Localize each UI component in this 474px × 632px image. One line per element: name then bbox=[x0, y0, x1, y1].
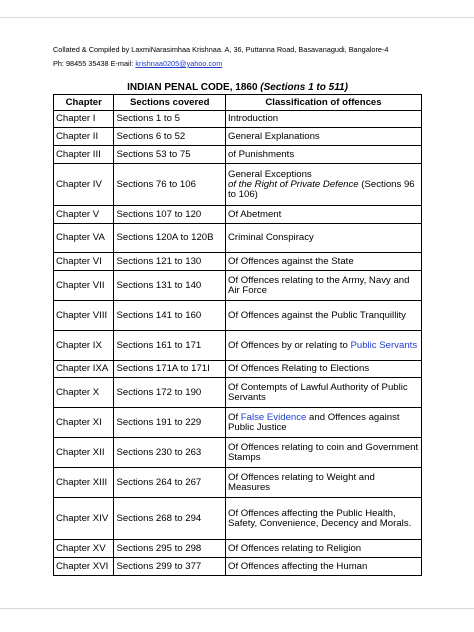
table-row bbox=[54, 253, 422, 271]
header-sections: Sections covered bbox=[114, 95, 226, 111]
sections-cell: Sections 299 to 377 bbox=[114, 558, 226, 576]
chapter-cell: Chapter VII bbox=[54, 271, 114, 301]
table-row bbox=[54, 378, 422, 408]
classification-cell: of Punishments bbox=[225, 146, 421, 164]
title-sections: (Sections 1 to 511) bbox=[260, 82, 348, 93]
classification-cell: Of Offences relating to the Army, Navy and Air Force bbox=[225, 271, 421, 301]
chapter-cell: Chapter XIV bbox=[54, 498, 114, 540]
chapter-cell: Chapter IX bbox=[54, 331, 114, 361]
classification-cell: Of Offences Relating to Elections bbox=[225, 361, 421, 378]
sections-cell: Sections 76 to 106 bbox=[114, 164, 226, 206]
classification-cell: Of Contempts of Lawful Authority of Public Servants bbox=[225, 378, 421, 408]
chapter-cell: Chapter VA bbox=[54, 224, 114, 253]
classification-cell bbox=[225, 408, 421, 438]
classification-italic: of the Right of Private Defence bbox=[227, 178, 359, 190]
chapter-cell: Chapter IV bbox=[54, 164, 114, 206]
chapter-cell: Chapter VI bbox=[54, 253, 114, 271]
contact-line bbox=[53, 57, 453, 71]
header-classification: Classification of offences bbox=[225, 95, 421, 111]
sections-cell: Sections 161 to 171 bbox=[114, 331, 226, 361]
chapter-cell: Chapter V bbox=[54, 206, 114, 224]
table-row bbox=[54, 301, 422, 331]
classification-main: General Exceptions bbox=[227, 168, 312, 180]
table-row bbox=[54, 468, 422, 498]
classification-main: Of bbox=[227, 411, 241, 423]
chapters-table bbox=[53, 94, 422, 576]
chapter-cell: Chapter XVI bbox=[54, 558, 114, 576]
document-header bbox=[53, 43, 453, 71]
table-row bbox=[54, 408, 422, 438]
sections-cell: Sections 131 to 140 bbox=[114, 271, 226, 301]
table-row bbox=[54, 438, 422, 468]
table-row bbox=[54, 111, 422, 128]
public-servants-link[interactable]: Public Servants bbox=[350, 339, 418, 351]
classification-cell: Of Offences relating to Religion bbox=[225, 540, 421, 558]
chapter-cell: Chapter III bbox=[54, 146, 114, 164]
classification-cell: Of Offences relating to Weight and Measures bbox=[225, 468, 421, 498]
sections-cell: Sections 1 to 5 bbox=[114, 111, 226, 128]
chapter-cell: Chapter VIII bbox=[54, 301, 114, 331]
table-row bbox=[54, 146, 422, 164]
page-top-divider bbox=[0, 17, 474, 18]
sections-cell: Sections 171A to 171I bbox=[114, 361, 226, 378]
classification-main: Of Offences by or relating to bbox=[227, 339, 351, 351]
chapter-cell: Chapter XIII bbox=[54, 468, 114, 498]
table-row bbox=[54, 128, 422, 146]
sections-cell: Sections 120A to 120B bbox=[114, 224, 226, 253]
sections-cell: Sections 191 to 229 bbox=[114, 408, 226, 438]
email-link[interactable]: krishnaa0205@yahoo.com bbox=[135, 59, 223, 68]
chapter-cell: Chapter I bbox=[54, 111, 114, 128]
table-row bbox=[54, 206, 422, 224]
classification-tail: and Offences against Public Justice bbox=[227, 411, 400, 433]
document-title bbox=[53, 82, 422, 93]
page-bottom-divider bbox=[0, 608, 474, 609]
sections-cell: Sections 172 to 190 bbox=[114, 378, 226, 408]
chapter-cell: Chapter XII bbox=[54, 438, 114, 468]
table-row bbox=[54, 498, 422, 540]
table-row bbox=[54, 558, 422, 576]
compiler-line: Collated & Compiled by LaxmiNarasimhaa Krishnaa. A, 36, Puttanna Road, Basavanagudi, Bangalore-4 bbox=[53, 45, 389, 54]
sections-cell: Sections 295 to 298 bbox=[114, 540, 226, 558]
classification-cell: Criminal Conspiracy bbox=[225, 224, 421, 253]
sections-cell: Sections 141 to 160 bbox=[114, 301, 226, 331]
classification-cell bbox=[225, 164, 421, 206]
classification-cell: Of Offences against the State bbox=[225, 253, 421, 271]
table-row bbox=[54, 224, 422, 253]
classification-cell: Introduction bbox=[225, 111, 421, 128]
title-main: INDIAN PENAL CODE, 1860 bbox=[127, 82, 261, 93]
sections-cell: Sections 268 to 294 bbox=[114, 498, 226, 540]
table-header-row bbox=[54, 95, 422, 111]
classification-cell bbox=[225, 331, 421, 361]
chapter-cell: Chapter XV bbox=[54, 540, 114, 558]
chapter-cell: Chapter II bbox=[54, 128, 114, 146]
table-row bbox=[54, 361, 422, 378]
classification-cell: Of Offences affecting the Public Health, Safety, Convenience, Decency and Morals. bbox=[225, 498, 421, 540]
sections-cell: Sections 107 to 120 bbox=[114, 206, 226, 224]
sections-cell: Sections 264 to 267 bbox=[114, 468, 226, 498]
sections-cell: Sections 53 to 75 bbox=[114, 146, 226, 164]
classification-cell: Of Offences against the Public Tranquillity bbox=[225, 301, 421, 331]
classification-cell: Of Offences affecting the Human bbox=[225, 558, 421, 576]
classification-cell: General Explanations bbox=[225, 128, 421, 146]
sections-cell: Sections 230 to 263 bbox=[114, 438, 226, 468]
phone-text: Ph: 98455 35438 E-mail: bbox=[53, 59, 136, 68]
chapter-cell: Chapter IXA bbox=[54, 361, 114, 378]
classification-cell: Of Offences relating to coin and Government Stamps bbox=[225, 438, 421, 468]
false-evidence-link[interactable]: False Evidence bbox=[240, 411, 307, 423]
classification-cell: Of Abetment bbox=[225, 206, 421, 224]
sections-cell: Sections 121 to 130 bbox=[114, 253, 226, 271]
chapter-cell: Chapter XI bbox=[54, 408, 114, 438]
classification-tail: (Sections 96 to 106) bbox=[227, 178, 415, 200]
header-chapter: Chapter bbox=[54, 95, 114, 111]
table-row bbox=[54, 271, 422, 301]
sections-cell: Sections 6 to 52 bbox=[114, 128, 226, 146]
table-row bbox=[54, 540, 422, 558]
table-row bbox=[54, 331, 422, 361]
table-row bbox=[54, 164, 422, 206]
chapter-cell: Chapter X bbox=[54, 378, 114, 408]
